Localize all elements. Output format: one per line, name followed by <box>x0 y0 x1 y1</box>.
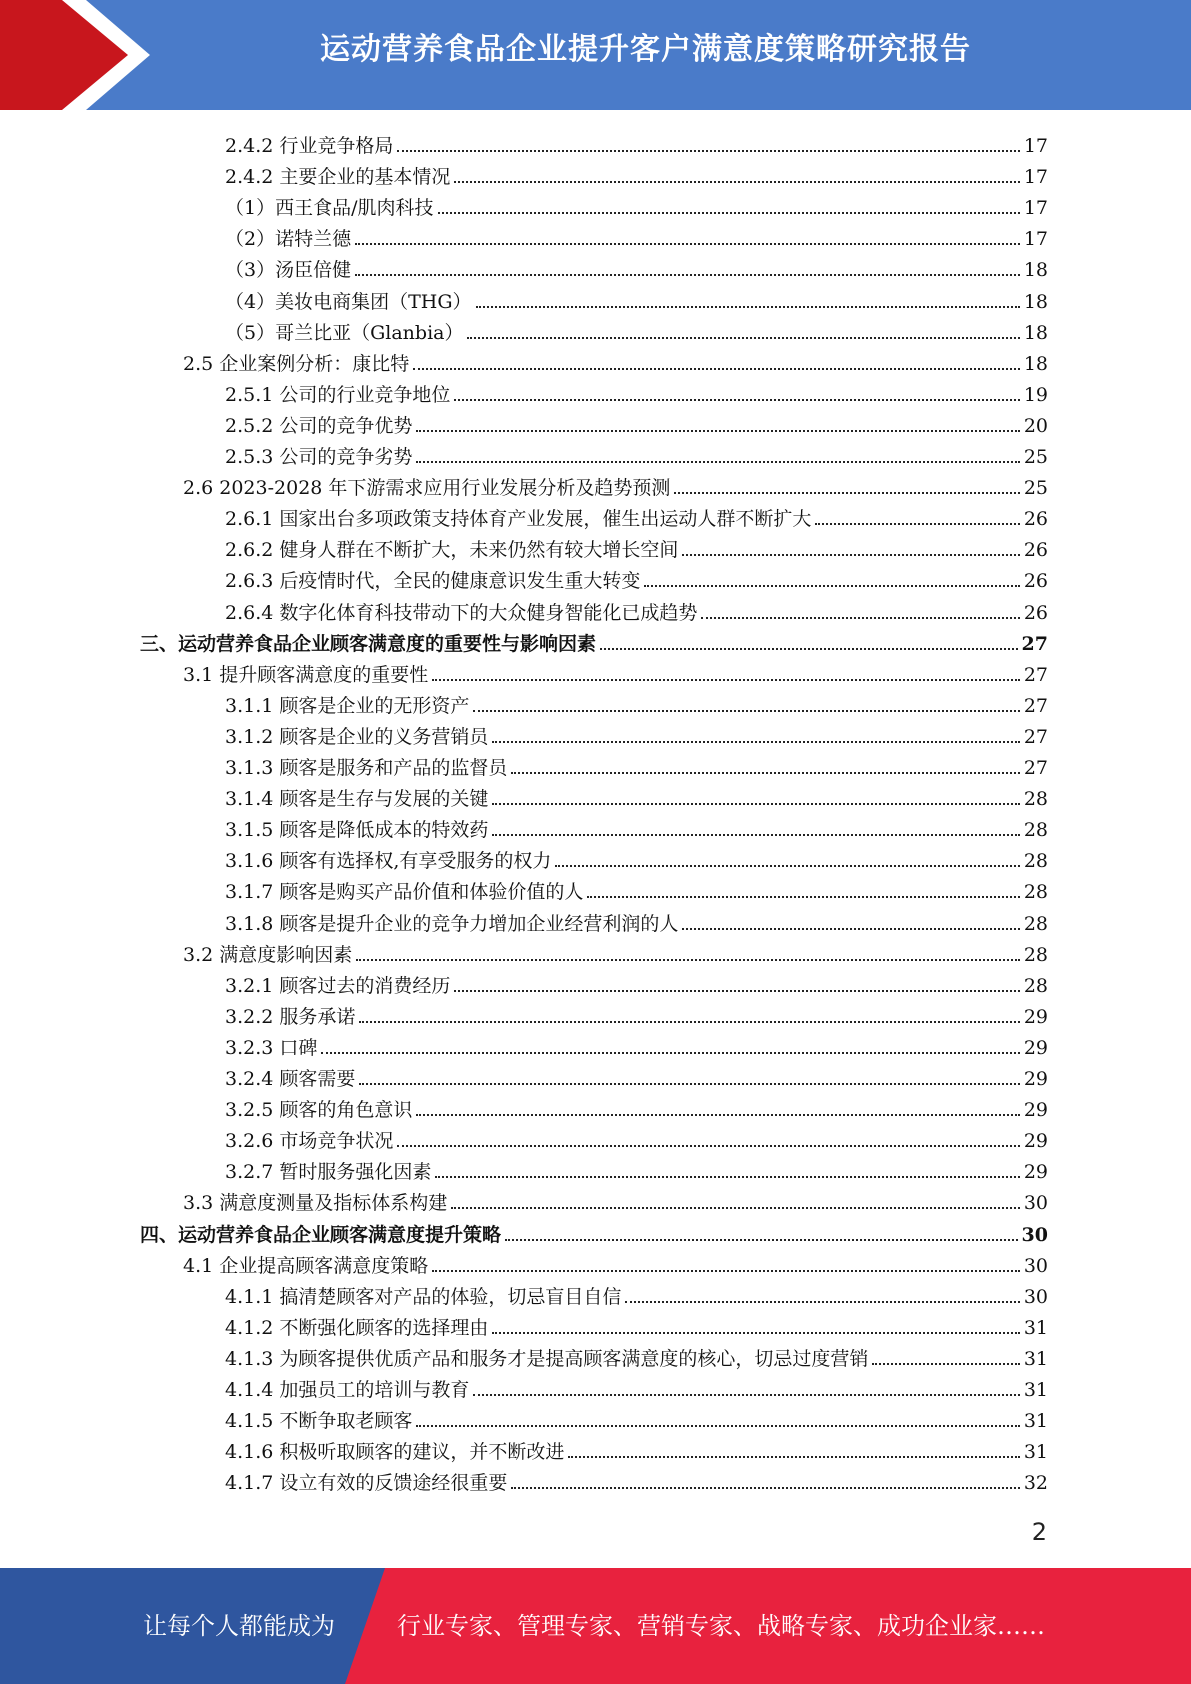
toc-entry-title: 4.1.7 设立有效的反馈途经很重要 <box>225 1472 508 1495</box>
toc-entry[interactable] <box>225 594 1048 625</box>
toc-entry-title: 2.4.2 行业竞争格局 <box>225 135 394 157</box>
toc-dot-leader <box>438 212 1020 214</box>
toc-entry[interactable] <box>140 625 1048 656</box>
toc-entry-page: 26 <box>1023 601 1048 624</box>
toc-entry-title: 2.5.1 公司的行业竞争地位 <box>225 383 451 406</box>
toc-entry-page: 26 <box>1023 570 1048 593</box>
toc-entry-title: 3.2 满意度影响因素 <box>183 943 353 966</box>
toc-entry-page: 31 <box>1023 1316 1048 1339</box>
toc-dot-leader <box>473 1394 1019 1396</box>
toc-entry-title: 4.1 企业提高顾客满意度策略 <box>183 1254 429 1277</box>
toc-dot-leader <box>435 1176 1019 1178</box>
toc-entry[interactable] <box>225 780 1048 811</box>
toc-dot-leader <box>511 772 1019 774</box>
toc-entry-page: 30 <box>1023 1192 1048 1215</box>
toc-dot-leader <box>432 1270 1020 1272</box>
toc-entry[interactable] <box>225 1091 1048 1122</box>
toc-entry-page: 30 <box>1023 1254 1048 1277</box>
toc-entry[interactable] <box>225 1029 1048 1060</box>
toc-entry[interactable] <box>225 438 1048 469</box>
toc-dot-leader <box>815 523 1019 525</box>
toc-dot-leader <box>355 274 1020 276</box>
toc-entry-title: 4.1.5 不断争取老顾客 <box>225 1410 413 1433</box>
toc-dot-leader <box>321 1052 1019 1054</box>
toc-entry[interactable] <box>225 127 1048 158</box>
toc-entry-page: 31 <box>1023 1410 1048 1433</box>
toc-entry-page: 27 <box>1023 663 1048 686</box>
toc-entry[interactable] <box>225 905 1048 936</box>
toc-entry-page: 17 <box>1023 197 1048 220</box>
toc-entry[interactable] <box>225 1122 1048 1153</box>
toc-entry-page: 18 <box>1023 290 1048 313</box>
toc-entry-title: 4.1.6 积极听取顾客的建议，并不断改进 <box>225 1441 565 1464</box>
toc-entry-title: 3.2.2 服务承诺 <box>225 1005 356 1028</box>
page-footer <box>0 1568 1191 1684</box>
toc-entry-page: 29 <box>1023 1161 1048 1184</box>
toc-entry-title: 3.2.7 暂时服务强化因素 <box>225 1161 432 1184</box>
toc-dot-leader <box>454 181 1019 183</box>
toc-entry-title: 3.2.5 顾客的角色意识 <box>225 1099 413 1122</box>
toc-entry[interactable] <box>225 251 1048 282</box>
toc-entry-page: 18 <box>1023 259 1048 282</box>
toc-dot-leader <box>492 1332 1019 1334</box>
toc-dot-leader <box>473 710 1019 712</box>
toc-entry[interactable] <box>225 873 1048 904</box>
toc-entry[interactable] <box>225 314 1048 345</box>
toc-entry[interactable] <box>225 500 1048 531</box>
toc-dot-leader <box>568 1456 1019 1458</box>
toc-dot-leader <box>416 1425 1019 1427</box>
toc-entry[interactable] <box>225 376 1048 407</box>
toc-entry[interactable] <box>225 1433 1048 1464</box>
toc-entry[interactable] <box>225 283 1048 314</box>
toc-entry-page: 28 <box>1023 788 1048 811</box>
toc-entry-title: 3.1.1 顾客是企业的无形资产 <box>225 694 470 717</box>
toc-dot-leader <box>492 834 1019 836</box>
header-arrow-icon <box>0 0 140 110</box>
toc-entry[interactable] <box>225 811 1048 842</box>
toc-entry-title: 2.5.3 公司的竞争劣势 <box>225 446 413 468</box>
toc-dot-leader <box>416 461 1019 463</box>
toc-dot-leader <box>397 1145 1019 1147</box>
toc-dot-leader <box>511 1487 1019 1489</box>
toc-entry-title: 3.1.6 顾客有选择权,有享受服务的权力 <box>225 850 552 873</box>
toc-entry-page: 28 <box>1023 850 1048 873</box>
toc-entry-title: 四、运动营养食品企业顾客满意度提升策略 <box>140 1223 502 1246</box>
toc-entry[interactable] <box>225 1060 1048 1091</box>
toc-entry-page: 32 <box>1023 1472 1048 1495</box>
toc-entry-page: 19 <box>1023 383 1048 406</box>
toc-entry-page: 28 <box>1023 943 1048 966</box>
toc-entry[interactable] <box>225 967 1048 998</box>
toc-entry[interactable] <box>183 469 1048 500</box>
toc-entry-page: 27 <box>1021 632 1048 655</box>
footer-slogan-right: 行业专家、管理专家、营销专家、战略专家、成功企业家…… <box>397 1612 1045 1640</box>
toc-entry-page: 29 <box>1023 1099 1048 1122</box>
toc-dot-leader <box>359 1083 1019 1085</box>
toc-dot-leader <box>454 990 1019 992</box>
page-header <box>0 0 1191 110</box>
toc-entry[interactable] <box>183 1247 1048 1278</box>
toc-dot-leader <box>505 1239 1018 1241</box>
toc-entry[interactable] <box>225 1278 1048 1309</box>
toc-entry-title: （1）西王食品/肌肉科技 <box>225 197 434 220</box>
toc-entry[interactable] <box>225 1340 1048 1371</box>
toc-dot-leader <box>467 337 1019 339</box>
toc-entry-title: 三、运动营养食品企业顾客满意度的重要性与影响因素 <box>140 632 597 655</box>
toc-entry-page: 25 <box>1023 446 1048 468</box>
toc-entry[interactable] <box>183 345 1048 376</box>
toc-entry-page: 27 <box>1023 757 1048 779</box>
toc-entry-page: 28 <box>1023 912 1048 935</box>
toc-entry-title: 2.6.3 后疫情时代，全民的健康意识发生重大转变 <box>225 570 641 593</box>
toc-dot-leader <box>355 243 1020 245</box>
toc-entry-page: 17 <box>1023 166 1048 189</box>
toc-entry-title: 3.2.3 口碑 <box>225 1036 318 1059</box>
report-title: 运动营养食品企业提升客户满意度策略研究报告 <box>320 32 971 67</box>
toc-entry-page: 29 <box>1023 1036 1048 1059</box>
toc-dot-leader <box>492 803 1019 805</box>
toc-entry-title: （5）哥兰比亚（Glanbia） <box>225 321 464 344</box>
toc-entry-title: 3.2.4 顾客需要 <box>225 1068 356 1090</box>
toc-entry-page: 29 <box>1023 1005 1048 1028</box>
toc-entry-title: 3.1.4 顾客是生存与发展的关键 <box>225 788 489 811</box>
toc-entry-title: 4.1.4 加强员工的培训与教育 <box>225 1379 470 1401</box>
toc-dot-leader <box>359 1021 1019 1023</box>
toc-dot-leader <box>432 679 1020 681</box>
toc-entry-title: 2.6.2 健身人群在不断扩大，未来仍然有较大增长空间 <box>225 539 679 562</box>
toc-entry[interactable] <box>225 1153 1048 1184</box>
toc-entry-page: 17 <box>1023 135 1048 157</box>
toc-entry[interactable] <box>225 158 1048 189</box>
toc-entry[interactable] <box>183 1184 1048 1215</box>
toc-entry-title: 2.4.2 主要企业的基本情况 <box>225 166 451 189</box>
toc-entry-page: 31 <box>1023 1441 1048 1464</box>
toc-dot-leader <box>682 928 1019 930</box>
toc-entry-title: 4.1.1 搞清楚顾客对产品的体验，切忌盲目自信 <box>225 1285 622 1308</box>
toc-dot-leader <box>674 492 1019 494</box>
toc-dot-leader <box>416 430 1019 432</box>
toc-entry-title: 3.2.6 市场竞争状况 <box>225 1130 394 1153</box>
toc-entry[interactable] <box>225 842 1048 873</box>
toc-entry-title: 2.6 2023-2028 年下游需求应用行业发展分析及趋势预测 <box>183 477 671 500</box>
toc-entry-title: 2.5.2 公司的竞争优势 <box>225 414 413 437</box>
footer-slogan-left: 让每个人都能成为 <box>143 1612 335 1640</box>
toc-entry[interactable] <box>225 1464 1048 1495</box>
toc-entry-page: 26 <box>1023 539 1048 562</box>
toc-dot-leader <box>454 399 1019 401</box>
toc-entry-page: 30 <box>1023 1285 1048 1308</box>
toc-entry[interactable] <box>225 718 1048 749</box>
toc-entry-page: 31 <box>1023 1379 1048 1401</box>
toc-entry[interactable] <box>225 998 1048 1029</box>
toc-entry-page: 27 <box>1023 725 1048 748</box>
toc-entry-title: （2）诺特兰德 <box>225 228 352 251</box>
toc-entry[interactable] <box>225 749 1048 780</box>
toc-entry[interactable] <box>225 1371 1048 1402</box>
toc-dot-leader <box>397 150 1019 152</box>
toc-dot-leader <box>600 648 1018 650</box>
toc-entry-title: （4）美妆电商集团（THG） <box>225 290 472 313</box>
toc-entry-title: 3.3 满意度测量及指标体系构建 <box>183 1192 448 1215</box>
toc-dot-leader <box>872 1363 1019 1365</box>
toc-entry[interactable] <box>225 531 1048 562</box>
toc-dot-leader <box>356 959 1020 961</box>
toc-dot-leader <box>555 865 1019 867</box>
page-number: 2 <box>1031 1518 1047 1546</box>
toc-entry-page: 28 <box>1023 974 1048 997</box>
toc-entry-title: 3.1 提升顾客满意度的重要性 <box>183 663 429 686</box>
toc-entry-page: 27 <box>1023 694 1048 717</box>
toc-entry-page: 25 <box>1023 477 1048 500</box>
toc-entry-title: 4.1.3 为顾客提供优质产品和服务才是提高顾客满意度的核心，切忌过度营销 <box>225 1347 869 1370</box>
toc-entry[interactable] <box>225 562 1048 593</box>
toc-entry-page: 18 <box>1023 352 1048 375</box>
toc-entry-page: 26 <box>1023 508 1048 531</box>
toc-entry[interactable] <box>225 220 1048 251</box>
toc-entry-title: 2.5 企业案例分析：康比特 <box>183 352 410 375</box>
toc-dot-leader <box>644 585 1019 587</box>
toc-entry-title: 4.1.2 不断强化顾客的选择理由 <box>225 1316 489 1339</box>
toc-entry-title: （3）汤臣倍健 <box>225 259 352 282</box>
toc-entry-page: 28 <box>1023 819 1048 842</box>
toc-entry[interactable] <box>225 189 1048 220</box>
toc-entry-title: 3.1.7 顾客是购买产品价值和体验价值的人 <box>225 881 584 904</box>
toc-dot-leader <box>476 306 1020 308</box>
toc-entry-page: 20 <box>1023 414 1048 437</box>
toc-entry[interactable] <box>140 1216 1048 1247</box>
toc-entry[interactable] <box>183 656 1048 687</box>
toc-entry-title: 2.6.4 数字化体育科技带动下的大众健身智能化已成趋势 <box>225 601 698 624</box>
toc-dot-leader <box>625 1301 1019 1303</box>
toc-entry[interactable] <box>225 407 1048 438</box>
toc-entry[interactable] <box>225 1402 1048 1433</box>
toc-dot-leader <box>587 896 1019 898</box>
toc-entry-page: 17 <box>1023 228 1048 251</box>
toc-entry-title: 2.6.1 国家出台多项政策支持体育产业发展，催生出运动人群不断扩大 <box>225 508 812 531</box>
toc-entry-page: 29 <box>1023 1068 1048 1090</box>
toc-entry-title: 3.1.8 顾客是提升企业的竞争力增加企业经营利润的人 <box>225 912 679 935</box>
toc-entry-title: 3.1.2 顾客是企业的义务营销员 <box>225 725 489 748</box>
toc-dot-leader <box>492 741 1019 743</box>
toc-entry[interactable] <box>183 936 1048 967</box>
toc-dot-leader <box>416 1114 1019 1116</box>
toc-entry-title: 3.1.5 顾客是降低成本的特效药 <box>225 819 489 842</box>
toc-entry-page: 31 <box>1023 1347 1048 1370</box>
toc-entry-page: 18 <box>1023 321 1048 344</box>
toc-dot-leader <box>413 368 1020 370</box>
toc-entry[interactable] <box>225 1309 1048 1340</box>
toc-entry-title: 3.1.3 顾客是服务和产品的监督员 <box>225 757 508 779</box>
toc-dot-leader <box>451 1207 1020 1209</box>
toc-entry-page: 30 <box>1021 1223 1048 1246</box>
toc-dot-leader <box>701 617 1019 619</box>
toc-entry-page: 29 <box>1023 1130 1048 1153</box>
toc-entry-page: 28 <box>1023 881 1048 904</box>
toc-entry-title: 3.2.1 顾客过去的消费经历 <box>225 974 451 997</box>
toc-dot-leader <box>682 554 1019 556</box>
toc-entry[interactable] <box>225 687 1048 718</box>
